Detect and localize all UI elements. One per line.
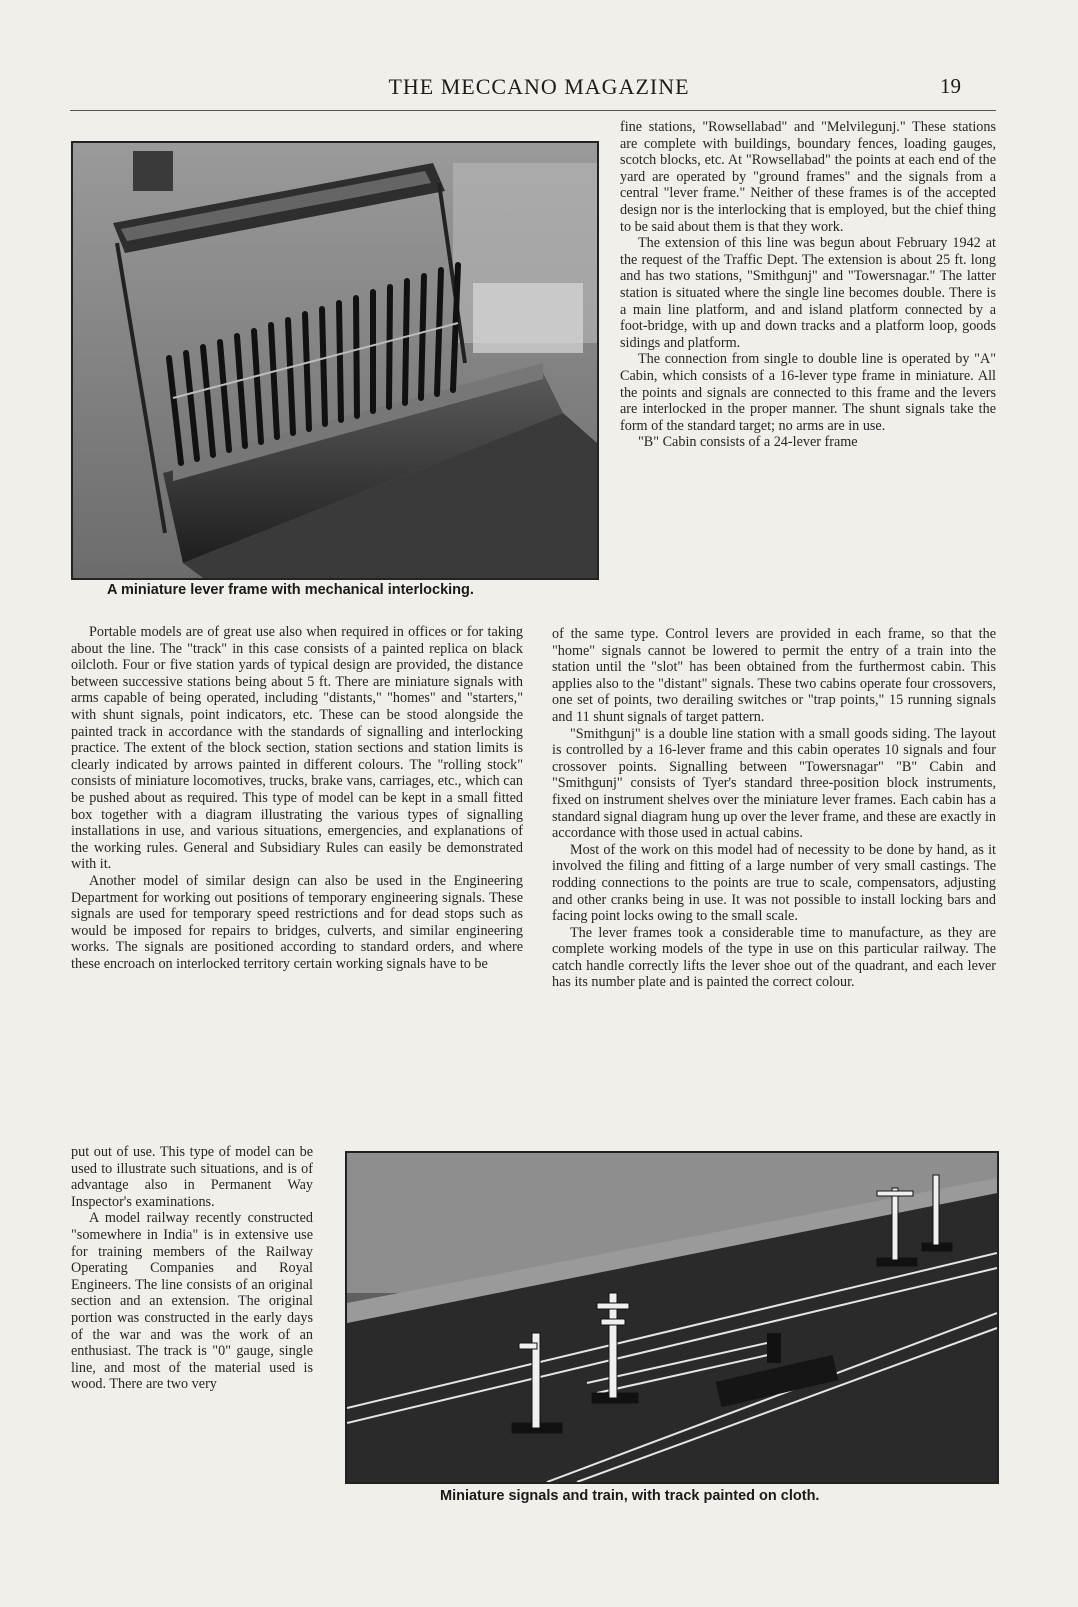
magazine-title: THE MECCANO MAGAZINE	[388, 74, 690, 99]
paragraph: put out of use. This type of model can be used to illustrate such situations, and is of advantage also in Permanent Way Inspector's examinations.	[71, 1144, 313, 1210]
left-narrow-column	[71, 1144, 313, 1393]
lever-frame-caption: A miniature lever frame with mechanical interlocking.	[107, 582, 474, 598]
paragraph: The connection from single to double line is operated by "A" Cabin, which consists of a 16-lever type frame in miniature. All the points and signals are connected to this frame and the levers are interlocked in the proper manner. The shunt signals take the form of the standard target; no arms are in use.	[620, 351, 996, 434]
paragraph: The extension of this line was begun about February 1942 at the request of the Traffic Dept. The extension is about 25 ft. long and has two stations, "Smithgunj" and "Towersnagar." The latter station is situated where the single line becomes double. There is a main line platform, and and island platform connected by a foot-bridge, with up and down tracks and a platform loop, goods sidings and platform.	[620, 235, 996, 351]
paragraph: "B" Cabin consists of a 24-lever frame	[638, 434, 858, 451]
right-column	[552, 626, 996, 991]
page-number: 19	[940, 74, 961, 98]
paragraph: A model railway recently constructed "somewhere in India" is in extensive use for training members of the Railway Operating Companies and Royal Engineers. The line consists of an original section and an extension. The original portion was constructed in the early days of the war and was the work of an enthusiast. The track is "0" gauge, single line, and most of the material used is wood. There are two very	[71, 1210, 313, 1393]
paragraph: Another model of similar design can also be used in the Engineering Department for working out positions of temporary engineering signals. These signals are used for temporary speed restrictions and for dead stops such as would be imposed for repairs to bridges, culverts, and similar engineering works. The signals are positioned according to standard orders, and where these encroach on interlocked territory certain working signals have to be	[71, 872, 523, 972]
signals-train-illustration	[347, 1153, 997, 1482]
paragraph: of the same type. Control levers are provided in each frame, so that the "home" signals cannot be lowered to permit the entry of a train into the station until the "slot" has been obtained from the furthermost cabin. This applies also to the "distant" signals. These two cabins operate four crossovers, one set of points, two derailing switches or "trap points," 15 running signals and 11 shunt signals of target pattern.	[552, 626, 996, 725]
paragraph: fine stations, "Rowsellabad" and "Melvilegunj." These stations are complete with buildings, boundary fences, loading gauges, scotch blocks, etc. At "Rowsellabad" the points at each end of the yard are operated by "ground frames" and the signals from a central "lever frame." Neither of these frames is of the accepted design nor is the interlocking that is employed, but the chief thing to be said about them is that they work.	[620, 119, 996, 235]
left-column	[71, 624, 523, 972]
signals-train-photo	[345, 1151, 999, 1484]
header-rule	[70, 110, 996, 111]
lever-frame-illustration	[73, 143, 597, 578]
lever-frame-photo	[71, 141, 599, 580]
right-column-top	[620, 119, 996, 451]
paragraph: Portable models are of great use also when required in offices or for taking about the line. The "track" in this case consists of a painted replica on black oilcloth. Four or five station yards of typical design are provided, the distance between successive stations being about 5 ft. There are miniature signals with arms capable of being operated, including "distants," "homes" and "starters," with shunt signals, point indicators, etc. These can be stood alongside the painted track in accordance with the standards of signalling and interlocking practice. The extent of the block section, station sections and station limits is clearly indicated by arrows painted in different colours. The "rolling stock" consists of miniature locomotives, trucks, brake vans, carriages, etc., which can be pushed about as required. This type of model can be kept in a small fitted box together with a diagram illustrating the various types of signalling installations in use, and various situations, emergencies, and explanations of the working rules. General and Subsidiary Rules can easily be demonstrated with it.	[71, 624, 523, 873]
paragraph: The lever frames took a considerable time to manufacture, as they are complete working models of the type in use on this particular railway. The catch handle correctly lifts the lever shoe out of the quadrant, and each lever has its number plate and is painted the correct colour.	[552, 924, 996, 991]
paragraph: Most of the work on this model had of necessity to be done by hand, as it involved the filing and fitting of a large number of very small castings. The rodding connections to the points are true to scale, compensators, adjusting and other cranks being in use. It was not possible to install locking bars and facing point locks owing to the small scale.	[552, 841, 996, 925]
paragraph: "Smithgunj" is a double line station with a small goods siding. The layout is controlled by a 16-lever frame and this cabin operates 10 signals and four crossover points. Signalling between "Towersnagar" "B" Cabin and "Smithgunj" consists of Tyer's standard three-position block instruments, fixed on instrument shelves over the miniature lever frames. Each cabin has a standard signal diagram hung up over the lever frame, and these are exactly in accordance with those used in actual cabins.	[552, 725, 996, 842]
signals-train-caption: Miniature signals and train, with track painted on cloth.	[440, 1488, 820, 1504]
